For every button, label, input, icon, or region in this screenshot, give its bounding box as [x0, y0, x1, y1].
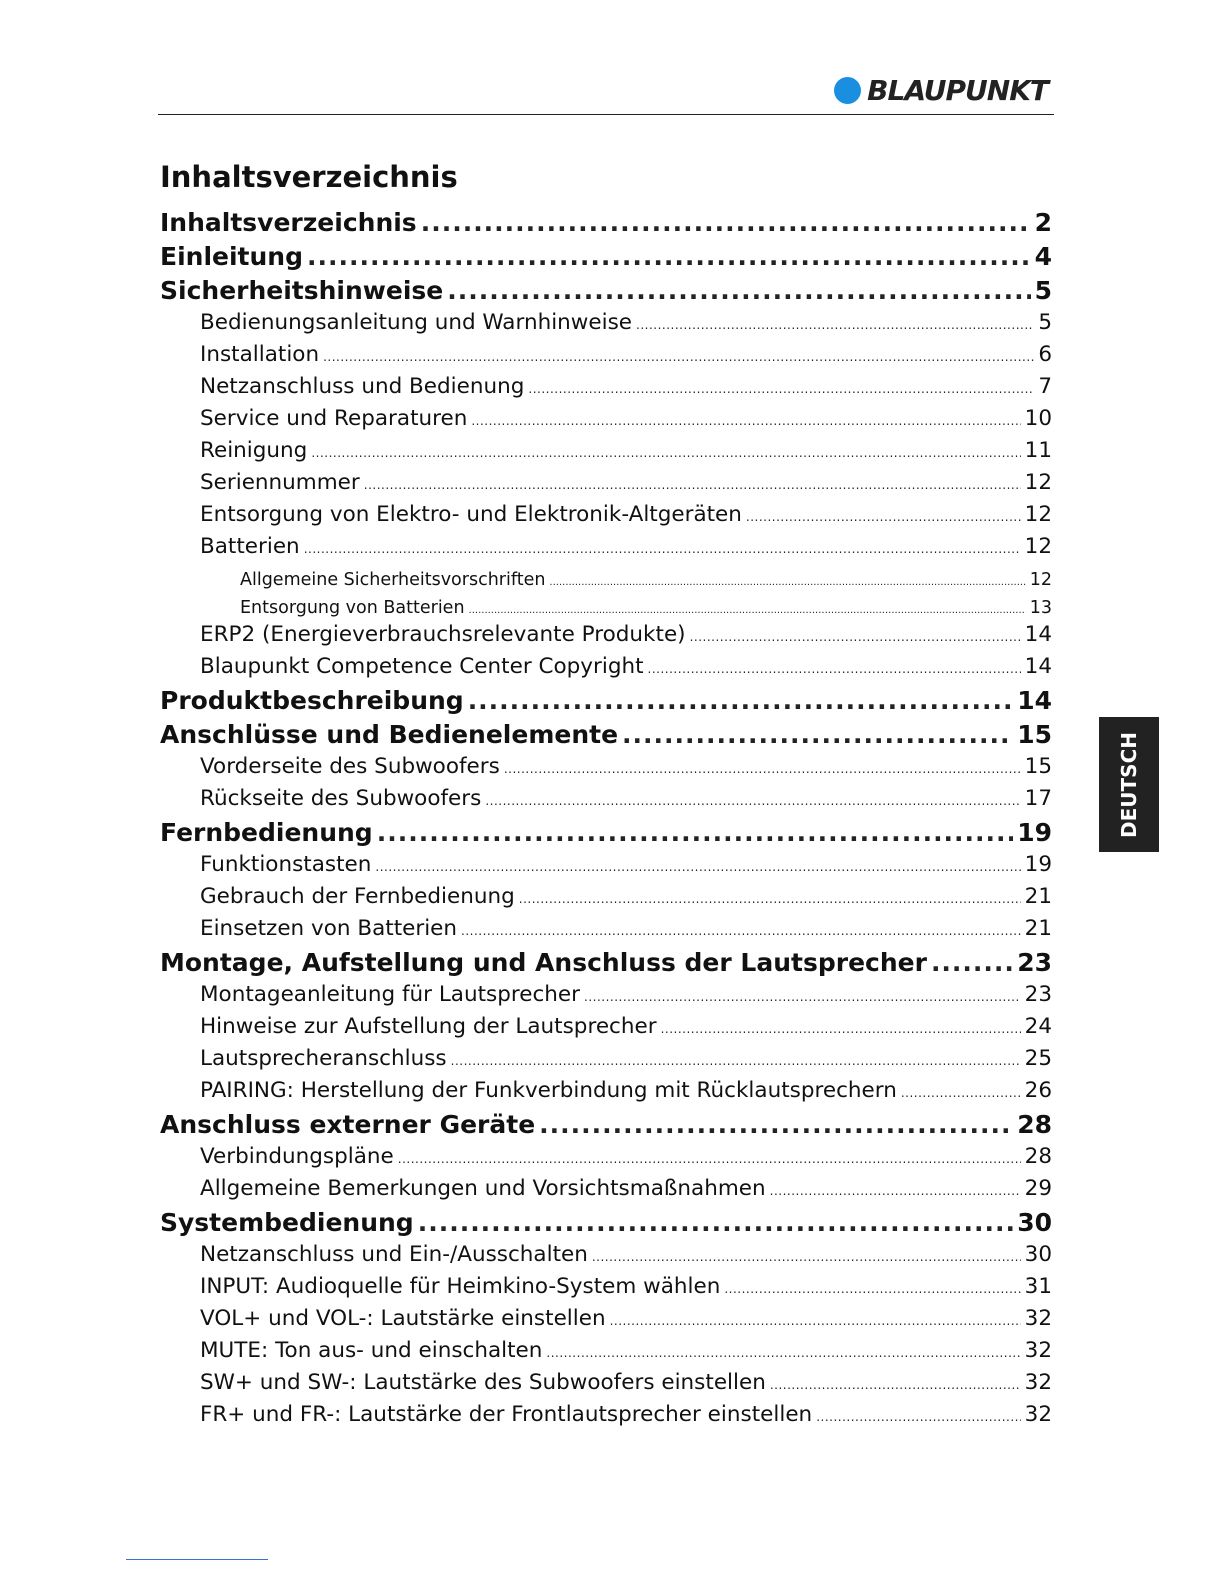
toc-entry-page: 32 — [1024, 1402, 1052, 1427]
toc-entry[interactable] — [160, 884, 1052, 916]
toc-entry[interactable] — [160, 438, 1052, 470]
toc-entry-title: INPUT: Audioquelle für Heimkino-System wählen — [200, 1274, 721, 1299]
toc-entry[interactable] — [160, 1078, 1052, 1110]
toc-dot-leader — [539, 1110, 1013, 1139]
table-of-contents — [160, 208, 1052, 1434]
toc-dot-leader — [377, 818, 1013, 847]
toc-entry[interactable] — [160, 1370, 1052, 1402]
toc-dot-leader — [485, 794, 1020, 808]
toc-dot-leader — [421, 208, 1031, 237]
toc-dot-leader — [451, 1054, 1021, 1068]
toc-entry-page: 14 — [1017, 686, 1052, 715]
toc-entry-title: Produktbeschreibung — [160, 686, 464, 715]
toc-entry-page: 21 — [1024, 916, 1052, 941]
toc-dot-leader — [770, 1184, 1021, 1198]
toc-dot-leader — [519, 892, 1021, 906]
toc-entry[interactable] — [160, 654, 1052, 686]
toc-dot-leader — [398, 1152, 1021, 1166]
toc-entry-title: Rückseite des Subwoofers — [200, 786, 482, 811]
toc-entry-title: FR+ und FR-: Lautstärke der Frontlautsprecher einstellen — [200, 1402, 813, 1427]
toc-entry-page: 15 — [1017, 720, 1052, 749]
toc-entry-page: 15 — [1024, 754, 1052, 779]
toc-dot-leader — [468, 686, 1014, 715]
toc-entry-title: Fernbedienung — [160, 818, 373, 847]
toc-entry-page: 10 — [1024, 406, 1052, 431]
toc-entry[interactable] — [160, 406, 1052, 438]
toc-entry-page: 23 — [1024, 982, 1052, 1007]
toc-entry-page: 2 — [1034, 208, 1052, 237]
toc-entry-page: 19 — [1024, 852, 1052, 877]
toc-entry-page: 17 — [1024, 786, 1052, 811]
footer-line — [126, 1559, 268, 1560]
toc-entry[interactable] — [160, 754, 1052, 786]
toc-dot-leader — [504, 762, 1021, 776]
toc-entry-page: 5 — [1034, 276, 1052, 305]
toc-dot-leader — [622, 720, 1013, 749]
toc-entry-title: Reinigung — [200, 438, 308, 463]
toc-entry[interactable] — [160, 1402, 1052, 1434]
toc-entry[interactable] — [160, 1176, 1052, 1208]
toc-entry-title: Anschluss externer Geräte — [160, 1110, 536, 1139]
toc-dot-leader — [661, 1022, 1021, 1036]
toc-entry[interactable] — [160, 374, 1052, 406]
toc-entry-page: 31 — [1024, 1274, 1052, 1299]
toc-entry-page: 4 — [1034, 242, 1052, 271]
toc-entry-title: Einleitung — [160, 242, 303, 271]
toc-entry[interactable] — [160, 1274, 1052, 1306]
toc-entry[interactable] — [160, 948, 1052, 982]
toc-entry-title: Batterien — [200, 534, 300, 559]
toc-entry-page: 12 — [1024, 470, 1052, 495]
toc-dot-leader — [461, 924, 1021, 938]
toc-entry-title: Montageanleitung für Lautsprecher — [200, 982, 580, 1007]
toc-entry-title: MUTE: Ton aus- und einschalten — [200, 1338, 543, 1363]
logo-dot-icon — [834, 77, 861, 104]
toc-entry[interactable] — [160, 916, 1052, 948]
toc-entry[interactable] — [160, 622, 1052, 654]
toc-entry[interactable] — [160, 1306, 1052, 1338]
page-title: Inhaltsverzeichnis — [160, 160, 458, 194]
toc-entry-page: 32 — [1024, 1306, 1052, 1331]
toc-entry-page: 21 — [1024, 884, 1052, 909]
toc-entry[interactable] — [160, 1144, 1052, 1176]
toc-entry[interactable] — [160, 1338, 1052, 1370]
toc-entry-page: 26 — [1024, 1078, 1052, 1103]
toc-dot-leader — [931, 948, 1013, 977]
toc-entry[interactable] — [160, 242, 1052, 276]
toc-entry-title: Verbindungspläne — [200, 1144, 394, 1169]
toc-entry-title: Vorderseite des Subwoofers — [200, 754, 500, 779]
toc-entry-title: Hinweise zur Aufstellung der Lautsprecher — [200, 1014, 657, 1039]
toc-dot-leader — [469, 597, 1026, 625]
toc-entry-page: 30 — [1024, 1242, 1052, 1267]
toc-entry[interactable] — [160, 470, 1052, 502]
toc-entry[interactable] — [160, 818, 1052, 852]
toc-entry-title: Seriennummer — [200, 470, 360, 495]
toc-entry-page: 14 — [1024, 654, 1052, 679]
toc-dot-leader — [648, 662, 1021, 676]
toc-dot-leader — [549, 569, 1025, 597]
toc-dot-leader — [307, 242, 1031, 271]
brand-name: BLAUPUNKT — [867, 74, 1048, 107]
toc-dot-leader — [323, 350, 1034, 364]
toc-entry-title: Bedienungsanleitung und Warnhinweise — [200, 310, 633, 335]
toc-dot-leader — [746, 510, 1021, 524]
toc-entry-title: Funktionstasten — [200, 852, 372, 877]
toc-dot-leader — [690, 630, 1021, 644]
toc-entry-title: Netzanschluss und Ein-/Ausschalten — [200, 1242, 588, 1267]
toc-entry-title: Lautsprecheranschluss — [200, 1046, 447, 1071]
toc-entry-page: 6 — [1038, 342, 1052, 367]
toc-dot-leader — [636, 318, 1034, 332]
toc-dot-leader — [528, 382, 1034, 396]
toc-entry[interactable] — [160, 1014, 1052, 1046]
toc-entry-title: SW+ und SW-: Lautstärke des Subwoofers einstellen — [200, 1370, 766, 1395]
toc-entry-page: 32 — [1024, 1338, 1052, 1363]
toc-dot-leader — [584, 990, 1021, 1004]
toc-entry-page: 11 — [1024, 438, 1052, 463]
toc-dot-leader — [304, 542, 1021, 556]
toc-entry-title: Allgemeine Bemerkungen und Vorsichtsmaßnahmen — [200, 1176, 766, 1201]
toc-entry-title: Installation — [200, 342, 320, 367]
toc-entry-title: Sicherheitshinweise — [160, 276, 444, 305]
toc-entry-page: 24 — [1024, 1014, 1052, 1039]
toc-entry-page: 19 — [1017, 818, 1052, 847]
toc-entry[interactable] — [160, 1242, 1052, 1274]
toc-entry-page: 12 — [1024, 534, 1052, 559]
toc-entry-page: 5 — [1038, 310, 1052, 335]
toc-entry-page: 23 — [1017, 948, 1052, 977]
toc-entry[interactable] — [160, 1208, 1052, 1242]
toc-entry-page: 32 — [1024, 1370, 1052, 1395]
toc-entry[interactable] — [160, 566, 1052, 594]
toc-entry-page: 14 — [1024, 622, 1052, 647]
toc-entry-title: Blaupunkt Competence Center Copyright — [200, 654, 644, 679]
toc-entry[interactable] — [160, 594, 1052, 622]
toc-entry[interactable] — [160, 208, 1052, 242]
toc-entry-page: 29 — [1024, 1176, 1052, 1201]
toc-entry-title: Netzanschluss und Bedienung — [200, 374, 525, 399]
toc-entry-page: 25 — [1024, 1046, 1052, 1071]
toc-entry-page: 28 — [1017, 1110, 1052, 1139]
toc-entry-title: Montage, Aufstellung und Anschluss der Lautsprecher — [160, 948, 927, 977]
toc-entry[interactable] — [160, 342, 1052, 374]
toc-entry[interactable] — [160, 1110, 1052, 1144]
toc-entry-title: Einsetzen von Batterien — [200, 916, 458, 941]
toc-dot-leader — [610, 1314, 1021, 1328]
toc-entry-page: 12 — [1029, 570, 1052, 590]
toc-entry-page: 28 — [1024, 1144, 1052, 1169]
toc-dot-leader — [447, 276, 1030, 305]
toc-dot-leader — [901, 1086, 1021, 1100]
toc-entry[interactable] — [160, 686, 1052, 720]
toc-entry-title: Gebrauch der Fernbedienung — [200, 884, 515, 909]
toc-entry-title: Service und Reparaturen — [200, 406, 468, 431]
toc-dot-leader — [546, 1346, 1020, 1360]
toc-entry-page: 13 — [1029, 598, 1052, 618]
toc-entry[interactable] — [160, 310, 1052, 342]
toc-entry-page: 30 — [1017, 1208, 1052, 1237]
header-divider — [158, 114, 1054, 115]
toc-dot-leader — [471, 414, 1020, 428]
language-tab — [1099, 717, 1159, 852]
toc-dot-leader — [770, 1378, 1021, 1392]
toc-entry-title: Anschlüsse und Bedienelemente — [160, 720, 619, 749]
toc-dot-leader — [724, 1282, 1020, 1296]
toc-entry[interactable] — [160, 982, 1052, 1014]
toc-entry-page: 7 — [1038, 374, 1052, 399]
toc-dot-leader — [418, 1208, 1014, 1237]
toc-entry-title: Entsorgung von Batterien — [240, 598, 465, 618]
toc-entry-title: ERP2 (Energieverbrauchsrelevante Produkte) — [200, 622, 686, 647]
toc-entry-title: Entsorgung von Elektro- und Elektronik-Altgeräten — [200, 502, 742, 527]
toc-dot-leader — [311, 446, 1020, 460]
toc-entry[interactable] — [160, 852, 1052, 884]
toc-entry[interactable] — [160, 720, 1052, 754]
toc-entry[interactable] — [160, 276, 1052, 310]
language-tab-label: DEUTSCH — [1117, 731, 1141, 838]
toc-entry-page: 12 — [1024, 502, 1052, 527]
toc-entry-title: VOL+ und VOL-: Lautstärke einstellen — [200, 1306, 606, 1331]
toc-dot-leader — [816, 1410, 1020, 1424]
brand-logo — [834, 74, 1048, 107]
toc-entry-title: Systembedienung — [160, 1208, 414, 1237]
toc-entry[interactable] — [160, 1046, 1052, 1078]
toc-dot-leader — [592, 1250, 1021, 1264]
toc-entry[interactable] — [160, 786, 1052, 818]
toc-entry[interactable] — [160, 534, 1052, 566]
toc-entry-title: PAIRING: Herstellung der Funkverbindung mit Rücklautsprechern — [200, 1078, 897, 1103]
toc-dot-leader — [364, 478, 1021, 492]
toc-entry-title: Inhaltsverzeichnis — [160, 208, 417, 237]
toc-entry[interactable] — [160, 502, 1052, 534]
toc-entry-title: Allgemeine Sicherheitsvorschriften — [240, 570, 546, 590]
toc-dot-leader — [375, 860, 1020, 874]
